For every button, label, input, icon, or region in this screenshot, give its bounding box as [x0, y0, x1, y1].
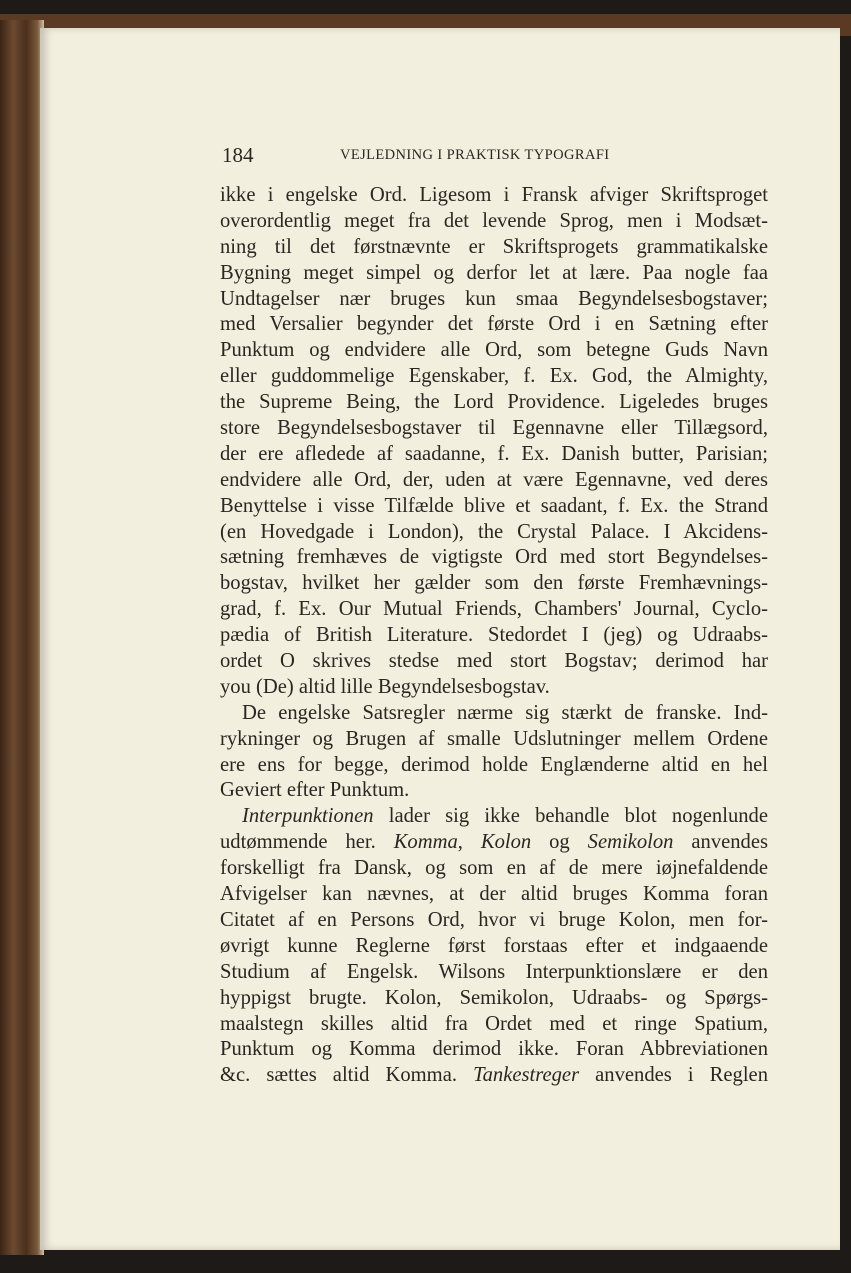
- text-line: Bygning meget simpel og derfor let at lære. Paa nogle faa: [220, 261, 768, 284]
- text-line: øvrigt kunne Reglerne først forstaas efter et indgaaende: [220, 934, 768, 957]
- text-line: sætning fremhæves de vigtigste Ord med stort Begyndelses-: [220, 546, 768, 569]
- text-line: (en Hovedgade i London), the Crystal Palace. I Akcidens-: [220, 520, 768, 543]
- text-line: Benyttelse i visse Tilfælde blive et saadant, f. Ex. the Strand: [220, 494, 768, 517]
- italic-term: Interpunktionen: [242, 805, 374, 828]
- text-line: the Supreme Being, the Lord Providence. Ligeledes bruges: [220, 391, 768, 414]
- text-line: Punktum og Komma derimod ikke. Foran Abbreviationen: [220, 1038, 768, 1061]
- text-line: med Versalier begynder det første Ord i en Sætning efter: [220, 313, 768, 336]
- text-line: [220, 830, 768, 856]
- text-run: udtømmende her.: [220, 831, 394, 854]
- text-line: Studium af Engelsk. Wilsons Interpunktionslære er den: [220, 960, 768, 983]
- text-line: Punktum og endvidere alle Ord, som betegne Guds Navn: [220, 339, 768, 362]
- text-line: overordentlig meget fra det levende Sprog, men i Modsæt-: [220, 209, 768, 232]
- text-line: forskelligt fra Dansk, og som en af de mere iøjnefaldende: [220, 857, 768, 880]
- text-line: you (De) altid lille Begyndelsesbogstav.: [220, 675, 550, 698]
- italic-term: Kolon: [480, 831, 532, 854]
- text-line: store Begyndelsesbogstaver til Egennavne eller Tillægsord,: [220, 417, 768, 440]
- running-title: VEJLEDNING I PRAKTISK TYPOGRAFI: [340, 147, 610, 163]
- text-line: Geviert efter Punktum.: [220, 779, 410, 802]
- text-run: &c. sættes altid Komma.: [220, 1064, 474, 1087]
- text-line: Citatet af en Persons Ord, hvor vi bruge Kolon, men for-: [220, 908, 768, 931]
- text-run: anvendes i Reglen: [579, 1064, 768, 1087]
- text-run: og: [531, 831, 588, 854]
- text-line: ere ens for begge, derimod holde Englænderne altid en hel: [220, 753, 768, 776]
- text-line: der ere afledede af saadanne, f. Ex. Danish butter, Parisian;: [220, 442, 768, 465]
- text-line: Undtagelser nær bruges kun smaa Begyndelsesbogstaver;: [220, 287, 768, 310]
- italic-term: Komma: [393, 831, 458, 854]
- text-line: rykninger og Brugen af smalle Udslutninger mellem Ordene: [220, 727, 768, 750]
- text-line: [220, 1063, 768, 1089]
- text-line: bogstav, hvilket her gælder som den første Fremhævnings-: [220, 572, 768, 595]
- text-line: ikke i engelske Ord. Ligesom i Fransk afviger Skriftsproget: [220, 184, 768, 206]
- body-text: [220, 183, 768, 1089]
- text-run: anvendes: [673, 831, 769, 854]
- text-line: [220, 804, 768, 830]
- book-spine-edge: [0, 20, 44, 1255]
- text-line: hyppigst brugte. Kolon, Semikolon, Udraabs- og Spørgs-: [220, 986, 768, 1009]
- text-line: eller guddommelige Egenskaber, f. Ex. God, the Almighty,: [220, 365, 768, 388]
- text-run: lader sig ikke behandle blot nogenlunde: [373, 805, 768, 828]
- text-run: ,: [457, 831, 481, 854]
- italic-term: Semikolon: [587, 831, 674, 854]
- text-line: Afvigelser kan nævnes, at der altid bruges Komma foran: [220, 883, 768, 906]
- text-line: De engelske Satsregler nærme sig stærkt de franske. Ind-: [242, 701, 768, 724]
- text-line: maalstegn skilles altid fra Ordet med et ringe Spatium,: [220, 1012, 768, 1035]
- text-line: pædia of British Literature. Stedordet I (jeg) og Udraabs-: [220, 624, 768, 647]
- text-line: ordet O skrives stedse med stort Bogstav; derimod har: [220, 650, 768, 673]
- text-line: grad, f. Ex. Our Mutual Friends, Chambers' Journal, Cyclo-: [220, 598, 768, 621]
- text-line: ning til det førstnævnte er Skriftsprogets grammatikalske: [220, 235, 768, 258]
- text-line: endvidere alle Ord, der, uden at være Egennavne, ved deres: [220, 468, 768, 491]
- page-number: 184: [222, 143, 254, 167]
- italic-term: Tankestreger: [473, 1064, 580, 1087]
